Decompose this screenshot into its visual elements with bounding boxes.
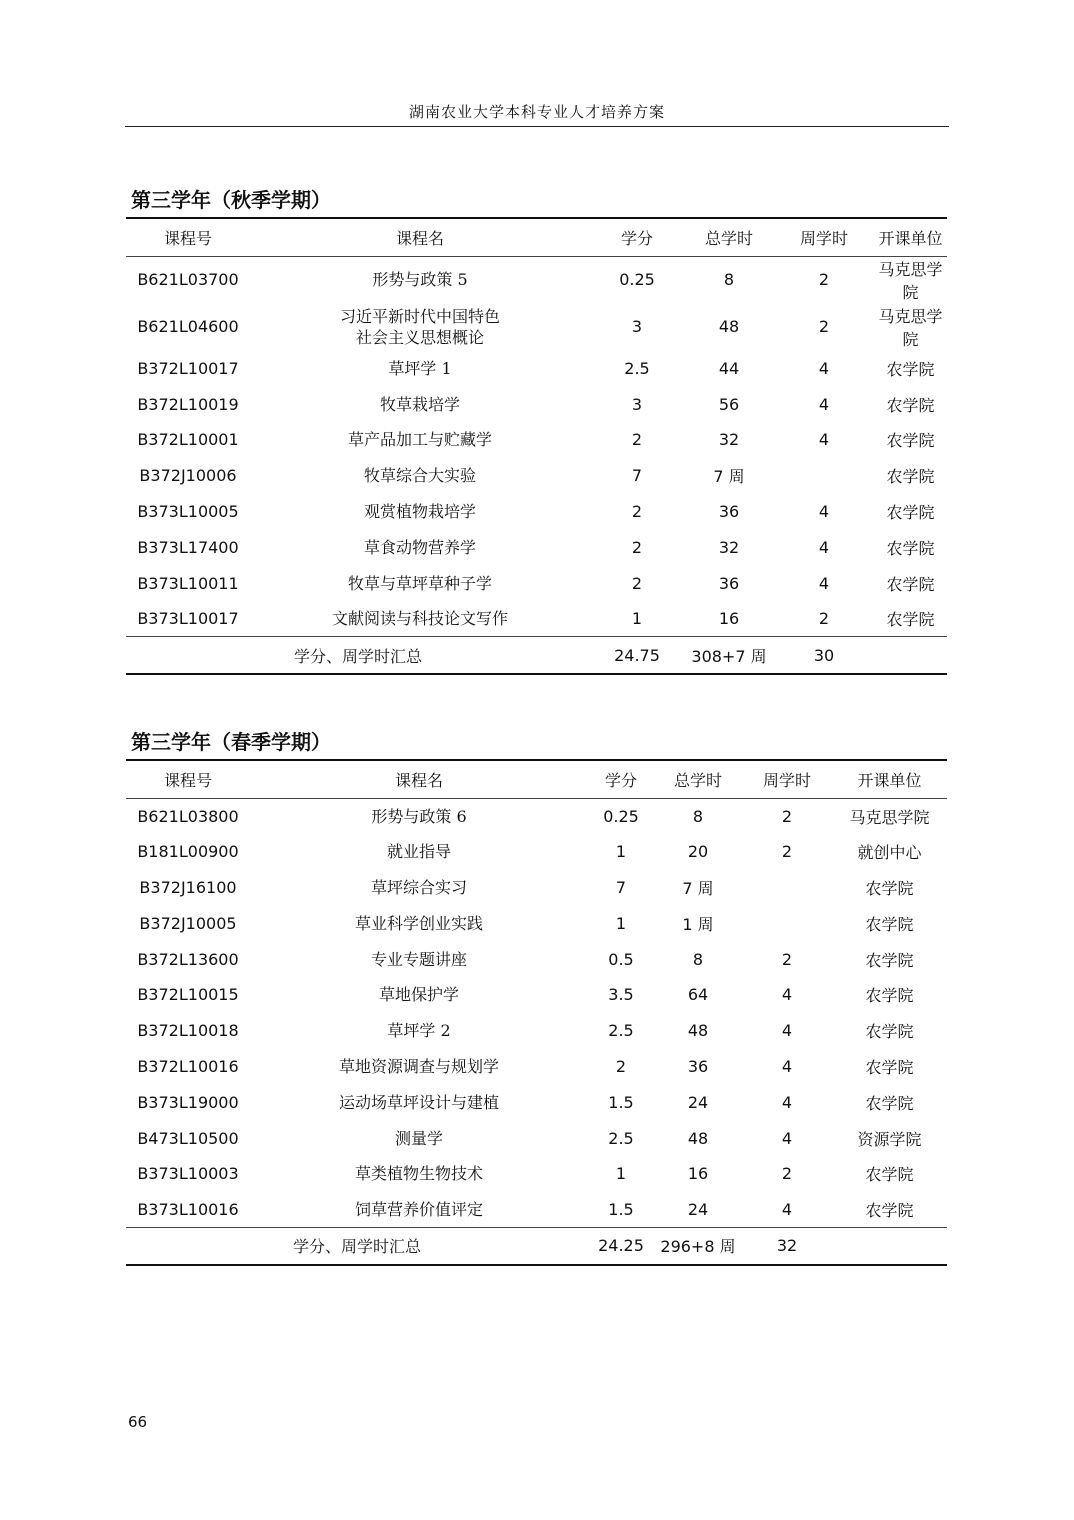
- summary-department: [832, 1228, 947, 1265]
- weekly-hours: 4: [818, 502, 830, 522]
- credits: 2.5: [608, 1021, 634, 1041]
- table-row: [126, 905, 947, 941]
- department: 农学院: [865, 950, 914, 970]
- course-code: B181L00900: [137, 842, 239, 862]
- total-hours-header: 总学时: [654, 760, 742, 798]
- summary-credits: 24.75: [590, 637, 684, 674]
- course-name: 草地资源调查与规划学: [338, 1056, 499, 1076]
- name-header: 课程名: [250, 218, 590, 256]
- total-hours: 8: [692, 806, 704, 826]
- department: 农学院: [865, 1165, 914, 1185]
- credits-header: 学分: [588, 760, 654, 798]
- course-name: 牧草综合大实验: [363, 466, 476, 486]
- credits: 2: [615, 1056, 627, 1076]
- department: 农学院: [865, 1093, 914, 1113]
- table-row: [126, 256, 947, 303]
- department: 农学院: [886, 431, 935, 451]
- weekly-hours: 2: [781, 842, 793, 862]
- course-name: 草业科学创业实践: [354, 913, 483, 933]
- weekly-hours: [774, 458, 874, 494]
- summary-label: 学分、周学时汇总: [126, 637, 590, 674]
- course-name: 就业指导: [386, 842, 451, 862]
- course-table-autumn: [126, 217, 947, 675]
- credits: 1.5: [608, 1092, 634, 1112]
- credits: 3: [631, 394, 643, 414]
- weekly-hours: 4: [818, 573, 830, 593]
- course-name: 形势与政策 5: [372, 270, 468, 289]
- course-name: 草坪学 2: [387, 1021, 451, 1041]
- credits: 7: [631, 466, 643, 486]
- course-code: B621L04600: [137, 317, 239, 336]
- course-name: 草产品加工与贮藏学: [347, 430, 492, 450]
- credits: 1: [615, 913, 627, 933]
- total-hours: 1 周: [682, 914, 714, 934]
- summary-department: [874, 637, 947, 674]
- credits: 3: [631, 317, 643, 336]
- weekly-hours: 4: [818, 537, 830, 557]
- department: 农学院: [886, 395, 935, 415]
- table-row: [126, 1120, 947, 1156]
- course-name: 草坪学 1: [388, 358, 452, 378]
- total-hours: 24: [687, 1199, 709, 1219]
- course-name: 形势与政策 6: [371, 806, 467, 826]
- table-header-row: [126, 218, 947, 256]
- credits: 1: [615, 842, 627, 862]
- department-header: 开课单位: [832, 760, 947, 798]
- course-code: B372J16100: [139, 877, 237, 897]
- name-header: 课程名: [250, 760, 588, 798]
- weekly-hours: 4: [781, 1056, 793, 1076]
- table-row: [126, 1156, 947, 1192]
- total-hours: 36: [718, 573, 740, 593]
- total-hours: 56: [718, 394, 740, 414]
- total-hours: 8: [723, 270, 735, 289]
- total-hours: 7 周: [713, 467, 745, 487]
- course-code: B373L19000: [137, 1092, 239, 1112]
- course-name: 饲草营养价值评定: [354, 1199, 483, 1219]
- weekly-hours: 2: [781, 1164, 793, 1184]
- credits: 1: [615, 1164, 627, 1184]
- course-code: B373L10017: [137, 609, 239, 629]
- course-name: 牧草栽培学: [379, 394, 460, 414]
- course-name: 草食动物营养学: [363, 537, 476, 557]
- course-code: B372L13600: [137, 949, 239, 969]
- table-row: [126, 834, 947, 870]
- total-hours: 48: [687, 1021, 709, 1041]
- table-row: [126, 601, 947, 637]
- course-code: B473L10500: [137, 1128, 239, 1148]
- department: 马克思学院: [878, 306, 943, 349]
- weekly-hours: [742, 905, 832, 941]
- code-header: 课程号: [126, 760, 250, 798]
- credits: 1: [631, 609, 643, 629]
- course-code: B372L10017: [137, 358, 239, 378]
- course-name: 草地保护学: [378, 985, 459, 1005]
- credits: 2.5: [624, 358, 650, 378]
- department: 农学院: [865, 1022, 914, 1042]
- credits: 0.5: [608, 949, 634, 969]
- course-code: B621L03700: [137, 270, 239, 289]
- total-hours: 48: [687, 1128, 709, 1148]
- credits: 1.5: [608, 1199, 634, 1219]
- table-row: [126, 303, 947, 351]
- course-name: 草坪综合实习: [370, 877, 467, 897]
- table-row: [126, 351, 947, 387]
- table-row: [126, 941, 947, 977]
- weekly-hours: 4: [781, 1128, 793, 1148]
- summary-total-hours: 296+8 周: [654, 1228, 742, 1265]
- course-name: 草类植物生物技术: [354, 1164, 483, 1184]
- weekly-hours-header: 周学时: [742, 760, 832, 798]
- course-code: B372L10019: [137, 394, 239, 414]
- department: 马克思学院: [849, 807, 930, 827]
- summary-credits: 24.25: [588, 1228, 654, 1265]
- course-code: B373L10005: [137, 502, 239, 522]
- page-number: 66: [128, 1413, 148, 1431]
- credits: 2: [631, 573, 643, 593]
- weekly-hours: 2: [818, 270, 830, 289]
- total-hours: 16: [687, 1164, 709, 1184]
- credits: 0.25: [603, 806, 639, 826]
- course-code: B372L10001: [137, 430, 239, 450]
- weekly-hours: 4: [818, 358, 830, 378]
- course-code: B372J10006: [139, 466, 237, 486]
- department: 农学院: [865, 878, 914, 898]
- course-code: B373L17400: [137, 537, 239, 557]
- table-row: [126, 977, 947, 1013]
- course-name: 运动场草坪设计与建植: [338, 1092, 499, 1112]
- total-hours: 32: [718, 430, 740, 450]
- course-code: B621L03800: [137, 806, 239, 826]
- section-title-spring: 第三学年（春季学期）: [131, 730, 331, 754]
- weekly-hours: 4: [818, 394, 830, 414]
- department: 农学院: [865, 1057, 914, 1077]
- summary-row: [126, 637, 947, 674]
- table-row: [126, 1013, 947, 1049]
- department: 农学院: [886, 503, 935, 523]
- department: 就创中心: [857, 843, 922, 863]
- course-table-spring: [126, 759, 947, 1266]
- weekly-hours: 4: [818, 430, 830, 450]
- course-code: B372J10005: [139, 913, 237, 933]
- table-row: [126, 494, 947, 530]
- course-name: 测量学: [394, 1128, 443, 1148]
- department: 农学院: [886, 359, 935, 379]
- department: 资源学院: [857, 1129, 922, 1149]
- weekly-hours: 4: [781, 1092, 793, 1112]
- weekly-hours: [742, 870, 832, 906]
- total-hours: 36: [687, 1056, 709, 1076]
- department: 农学院: [886, 467, 935, 487]
- credits: 2.5: [608, 1128, 634, 1148]
- weekly-hours-header: 周学时: [774, 218, 874, 256]
- weekly-hours: 2: [818, 317, 830, 336]
- table-row: [126, 798, 947, 834]
- credits: 3.5: [608, 985, 634, 1005]
- total-hours: 48: [718, 317, 740, 336]
- department: 农学院: [865, 986, 914, 1006]
- section-title-autumn: 第三学年（秋季学期）: [131, 188, 331, 212]
- total-hours: 8: [692, 949, 704, 969]
- table-row: [126, 458, 947, 494]
- course-code: B372L10018: [137, 1021, 239, 1041]
- department: 马克思学院: [878, 259, 943, 302]
- department: 农学院: [886, 610, 935, 630]
- summary-label: 学分、周学时汇总: [126, 1228, 588, 1265]
- total-hours: 44: [718, 358, 740, 378]
- total-hours: 24: [687, 1092, 709, 1112]
- running-header: 湖南农业大学本科专业人才培养方案: [125, 100, 949, 127]
- table-row: [126, 1049, 947, 1085]
- weekly-hours: 4: [781, 1021, 793, 1041]
- total-hours: 36: [718, 502, 740, 522]
- course-code: B372L10015: [137, 985, 239, 1005]
- course-code: B373L10016: [137, 1199, 239, 1219]
- course-name: 习近平新时代中国特色 社会主义思想概论: [339, 306, 500, 347]
- department: 农学院: [886, 538, 935, 558]
- course-name: 专业专题讲座: [370, 949, 467, 969]
- table-row: [126, 422, 947, 458]
- course-code: B373L10011: [137, 573, 239, 593]
- table-row: [126, 386, 947, 422]
- table-row: [126, 870, 947, 906]
- table-row: [126, 565, 947, 601]
- credits: 7: [615, 877, 627, 897]
- total-hours-header: 总学时: [684, 218, 774, 256]
- department: 农学院: [886, 574, 935, 594]
- department-header: 开课单位: [874, 218, 947, 256]
- table-header-row: [126, 760, 947, 798]
- course-code: B372L10016: [137, 1056, 239, 1076]
- table-row: [126, 1084, 947, 1120]
- credits: 2: [631, 502, 643, 522]
- course-code: B373L10003: [137, 1164, 239, 1184]
- total-hours: 32: [718, 537, 740, 557]
- summary-total-hours: 308+7 周: [684, 637, 774, 674]
- total-hours: 7 周: [682, 878, 714, 898]
- credits: 2: [631, 537, 643, 557]
- weekly-hours: 2: [781, 806, 793, 826]
- credits: 2: [631, 430, 643, 450]
- course-name: 观赏植物栽培学: [363, 502, 476, 522]
- weekly-hours: 4: [781, 1199, 793, 1219]
- total-hours: 64: [687, 985, 709, 1005]
- total-hours: 20: [687, 842, 709, 862]
- credits: 0.25: [619, 270, 655, 289]
- table-row: [126, 1192, 947, 1228]
- table-row: [126, 529, 947, 565]
- course-name: 牧草与草坪草种子学: [347, 573, 492, 593]
- weekly-hours: 2: [818, 609, 830, 629]
- course-name: 文献阅读与科技论文写作: [331, 609, 508, 629]
- department: 农学院: [865, 1200, 914, 1220]
- department: 农学院: [865, 914, 914, 934]
- summary-row: [126, 1228, 947, 1265]
- total-hours: 16: [718, 609, 740, 629]
- weekly-hours: 4: [781, 985, 793, 1005]
- code-header: 课程号: [126, 218, 250, 256]
- summary-weekly-hours: 32: [742, 1228, 832, 1265]
- credits-header: 学分: [590, 218, 684, 256]
- weekly-hours: 2: [781, 949, 793, 969]
- summary-weekly-hours: 30: [774, 637, 874, 674]
